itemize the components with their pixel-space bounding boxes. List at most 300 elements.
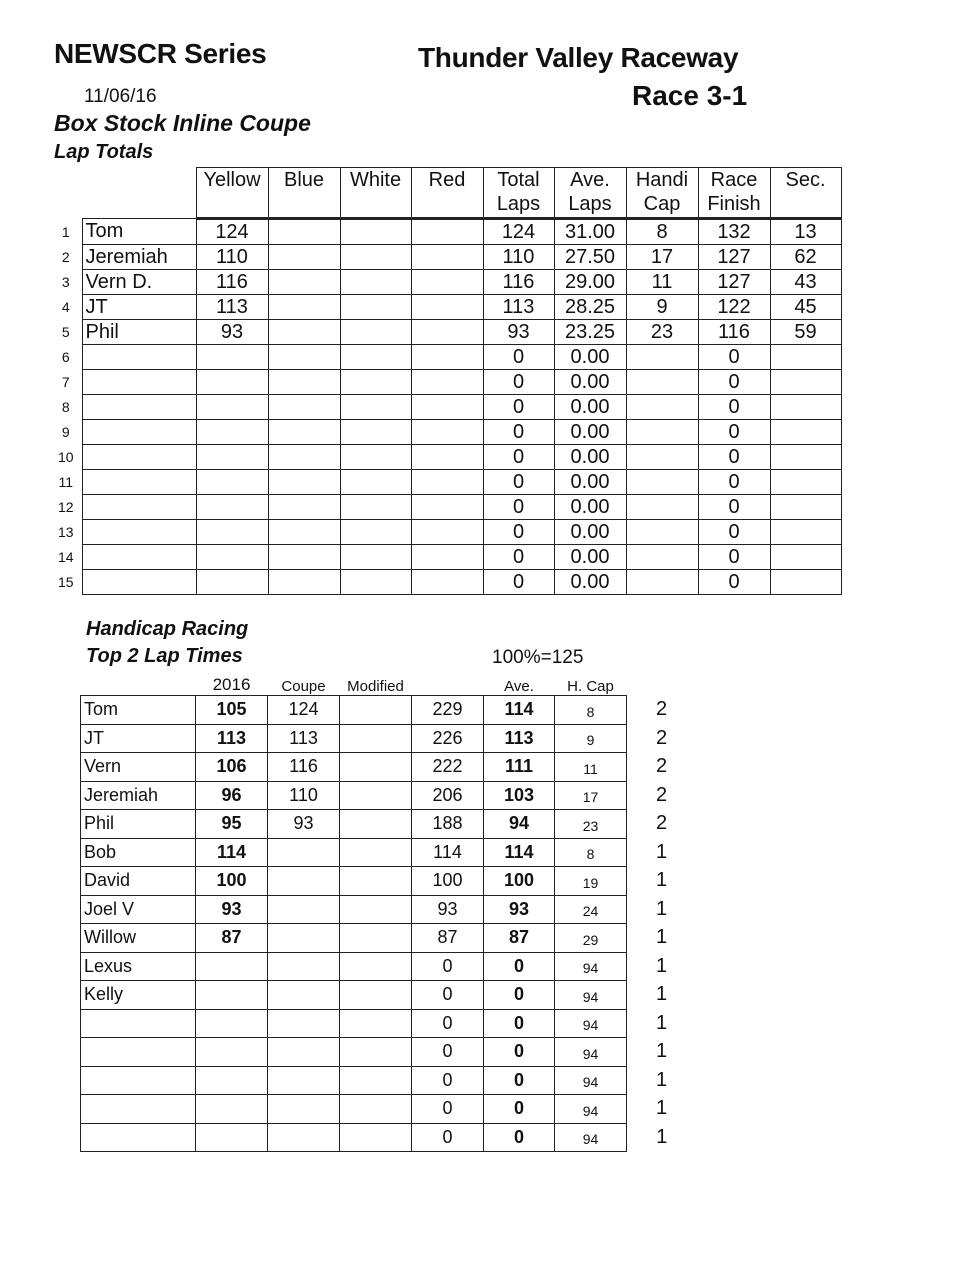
driver-name: Lexus	[81, 952, 196, 981]
lap-average: 113	[484, 724, 555, 753]
race-title: Race 3-1	[632, 80, 748, 111]
handicap-row	[81, 1038, 697, 1067]
handicap-row	[81, 1066, 697, 1095]
lap-average: 0	[484, 1066, 555, 1095]
lap-modified	[340, 838, 412, 867]
race-finish: 0	[698, 520, 770, 545]
ave-laps: 29.00	[554, 270, 626, 295]
col-red: Red	[411, 168, 483, 219]
entry-count: 1	[655, 1011, 668, 1034]
col-ave-laps: Ave. Laps	[554, 168, 626, 219]
white-laps	[340, 345, 411, 370]
total-laps: 93	[483, 320, 554, 345]
yellow-laps: 113	[196, 295, 268, 320]
total-laps: 116	[483, 270, 554, 295]
lap-totals-table	[50, 167, 842, 595]
lap-totals-row	[50, 520, 841, 545]
total-laps: 0	[483, 545, 554, 570]
handicap-table	[80, 675, 697, 1152]
lap-totals-row	[50, 345, 841, 370]
handicap	[626, 345, 698, 370]
col-race-finish: Race Finish	[698, 168, 770, 219]
lap-average: 0	[484, 952, 555, 981]
lap-modified	[340, 753, 412, 782]
lap-sum: 114	[412, 838, 484, 867]
hc-col-sum	[412, 675, 484, 696]
ave-laps: 0.00	[554, 370, 626, 395]
row-number: 9	[61, 424, 70, 440]
ave-laps: 27.50	[554, 245, 626, 270]
lap-totals-label: Lap Totals	[54, 141, 154, 163]
race-finish: 0	[698, 495, 770, 520]
driver-name	[82, 495, 196, 520]
white-laps	[340, 370, 411, 395]
sec	[770, 570, 841, 595]
handicap-row	[81, 838, 697, 867]
lap-coupe	[268, 1095, 340, 1124]
lap-sum: 93	[412, 895, 484, 924]
total-laps: 0	[483, 470, 554, 495]
lap-2016: 114	[196, 838, 268, 867]
red-laps	[411, 270, 483, 295]
entry-count: 1	[655, 1040, 668, 1063]
driver-name	[82, 345, 196, 370]
ave-laps: 0.00	[554, 470, 626, 495]
lap-modified	[340, 924, 412, 953]
lap-totals-header-row	[50, 168, 841, 219]
col-white: White	[340, 168, 411, 219]
lap-sum: 0	[412, 1009, 484, 1038]
row-number: 4	[61, 299, 70, 315]
lap-totals-row	[50, 245, 841, 270]
lap-totals-row	[50, 219, 841, 245]
total-laps: 0	[483, 395, 554, 420]
driver-name: Joel V	[81, 895, 196, 924]
white-laps	[340, 570, 411, 595]
lap-coupe	[268, 924, 340, 953]
lap-sum: 0	[412, 952, 484, 981]
red-laps	[411, 295, 483, 320]
total-laps: 110	[483, 245, 554, 270]
lap-coupe: 113	[268, 724, 340, 753]
col-sec: Sec.	[770, 168, 841, 219]
top-two-lap-times-label: Top 2 Lap Times	[86, 645, 243, 667]
handicap	[626, 420, 698, 445]
lap-average: 100	[484, 867, 555, 896]
driver-name	[82, 370, 196, 395]
lap-totals-row	[50, 495, 841, 520]
race-finish: 127	[698, 245, 770, 270]
lap-2016	[196, 981, 268, 1010]
lap-coupe	[268, 1038, 340, 1067]
sec: 62	[770, 245, 841, 270]
ave-laps: 0.00	[554, 545, 626, 570]
lap-sum: 188	[412, 810, 484, 839]
yellow-laps	[196, 395, 268, 420]
blue-laps	[268, 570, 340, 595]
lap-average: 87	[484, 924, 555, 953]
driver-name: JT	[81, 724, 196, 753]
handicap-row	[81, 895, 697, 924]
handicap-value: 19	[555, 867, 627, 896]
lap-modified	[340, 724, 412, 753]
row-number: 12	[57, 499, 74, 515]
handicap: 17	[626, 245, 698, 270]
driver-name	[82, 420, 196, 445]
hc-col-coupe: Coupe	[281, 678, 326, 695]
total-laps: 124	[483, 219, 554, 245]
lap-totals-row	[50, 445, 841, 470]
lap-modified	[340, 1038, 412, 1067]
race-finish: 127	[698, 270, 770, 295]
sec	[770, 370, 841, 395]
ave-laps: 0.00	[554, 445, 626, 470]
driver-name: JT	[82, 295, 196, 320]
lap-2016: 95	[196, 810, 268, 839]
handicap-value: 23	[555, 810, 627, 839]
series-title: NEWSCR Series	[54, 38, 267, 69]
sec: 43	[770, 270, 841, 295]
sec	[770, 520, 841, 545]
white-laps	[340, 470, 411, 495]
total-laps: 0	[483, 445, 554, 470]
white-laps	[340, 245, 411, 270]
handicap: 11	[626, 270, 698, 295]
row-number: 13	[57, 524, 74, 540]
red-laps	[411, 495, 483, 520]
entry-count: 2	[655, 755, 668, 778]
red-laps	[411, 370, 483, 395]
driver-name	[82, 570, 196, 595]
blue-laps	[268, 320, 340, 345]
red-laps	[411, 545, 483, 570]
sec	[770, 445, 841, 470]
col-blue: Blue	[268, 168, 340, 219]
lap-modified	[340, 781, 412, 810]
lap-2016	[196, 1066, 268, 1095]
handicap-racing-title: Handicap Racing	[86, 618, 249, 640]
handicap-row	[81, 867, 697, 896]
red-laps	[411, 520, 483, 545]
lap-2016	[196, 1009, 268, 1038]
total-laps: 0	[483, 495, 554, 520]
lap-totals-row	[50, 370, 841, 395]
entry-count: 2	[655, 698, 668, 721]
white-laps	[340, 395, 411, 420]
lap-modified	[340, 952, 412, 981]
lap-2016: 113	[196, 724, 268, 753]
entry-count: 1	[655, 983, 668, 1006]
driver-name: Willow	[81, 924, 196, 953]
lap-sum: 0	[412, 981, 484, 1010]
driver-name: Tom	[81, 696, 196, 725]
race-finish: 0	[698, 445, 770, 470]
race-finish: 0	[698, 370, 770, 395]
lap-coupe	[268, 981, 340, 1010]
venue-title: Thunder Valley Raceway	[418, 42, 739, 73]
lap-2016: 96	[196, 781, 268, 810]
total-laps: 0	[483, 370, 554, 395]
sec	[770, 420, 841, 445]
lap-2016: 87	[196, 924, 268, 953]
yellow-laps	[196, 545, 268, 570]
lap-sum: 87	[412, 924, 484, 953]
lap-coupe	[268, 867, 340, 896]
handicap-row	[81, 924, 697, 953]
handicap: 8	[626, 219, 698, 245]
handicap-value: 94	[555, 1038, 627, 1067]
lap-average: 0	[484, 1009, 555, 1038]
lap-2016	[196, 952, 268, 981]
handicap-row	[81, 696, 697, 725]
row-number: 14	[57, 549, 74, 565]
yellow-laps	[196, 420, 268, 445]
blue-laps	[268, 370, 340, 395]
yellow-laps: 124	[196, 219, 268, 245]
ave-laps: 0.00	[554, 570, 626, 595]
handicap-value: 9	[555, 724, 627, 753]
lap-sum: 0	[412, 1095, 484, 1124]
yellow-laps	[196, 470, 268, 495]
red-laps	[411, 570, 483, 595]
handicap-row	[81, 1095, 697, 1124]
header-blank	[82, 168, 196, 219]
race-finish: 0	[698, 470, 770, 495]
lap-sum: 0	[412, 1123, 484, 1152]
red-laps	[411, 445, 483, 470]
total-laps: 0	[483, 570, 554, 595]
driver-name	[81, 1066, 196, 1095]
lap-2016: 100	[196, 867, 268, 896]
red-laps	[411, 420, 483, 445]
sec: 59	[770, 320, 841, 345]
row-number: 1	[61, 223, 70, 240]
blue-laps	[268, 245, 340, 270]
lap-2016	[196, 1123, 268, 1152]
lap-totals-row	[50, 395, 841, 420]
row-number: 3	[61, 274, 70, 290]
lap-average: 0	[484, 981, 555, 1010]
blue-laps	[268, 295, 340, 320]
driver-name	[82, 520, 196, 545]
yellow-laps	[196, 520, 268, 545]
row-number: 7	[61, 374, 70, 390]
lap-average: 114	[484, 696, 555, 725]
lap-sum: 100	[412, 867, 484, 896]
handicap-value: 8	[555, 696, 627, 725]
total-laps: 0	[483, 345, 554, 370]
driver-name	[82, 445, 196, 470]
lap-coupe: 110	[268, 781, 340, 810]
blue-laps	[268, 345, 340, 370]
white-laps	[340, 445, 411, 470]
ave-laps: 0.00	[554, 420, 626, 445]
white-laps	[340, 545, 411, 570]
row-number: 15	[57, 574, 74, 590]
lap-2016: 106	[196, 753, 268, 782]
handicap-row	[81, 952, 697, 981]
white-laps	[340, 219, 411, 245]
race-finish: 0	[698, 545, 770, 570]
lap-totals-row	[50, 320, 841, 345]
yellow-laps	[196, 370, 268, 395]
lap-2016: 93	[196, 895, 268, 924]
blue-laps	[268, 545, 340, 570]
row-number: 10	[57, 449, 74, 465]
driver-name: Vern	[81, 753, 196, 782]
handicap	[626, 445, 698, 470]
driver-name: David	[81, 867, 196, 896]
entry-count: 1	[655, 897, 668, 920]
lap-modified	[340, 895, 412, 924]
lap-modified	[340, 1123, 412, 1152]
lap-coupe	[268, 838, 340, 867]
lap-modified	[340, 810, 412, 839]
blue-laps	[268, 470, 340, 495]
entry-count: 1	[655, 1097, 668, 1120]
lap-average: 0	[484, 1038, 555, 1067]
lap-sum: 222	[412, 753, 484, 782]
white-laps	[340, 520, 411, 545]
lap-coupe: 116	[268, 753, 340, 782]
driver-name: Bob	[81, 838, 196, 867]
hc-col-modified: Modified	[347, 678, 404, 695]
blue-laps	[268, 395, 340, 420]
blue-laps	[268, 270, 340, 295]
driver-name	[82, 470, 196, 495]
hc-col-2016: 2016	[212, 675, 251, 694]
sec	[770, 470, 841, 495]
entry-count: 2	[655, 783, 668, 806]
yellow-laps: 110	[196, 245, 268, 270]
handicap	[626, 545, 698, 570]
entry-count: 1	[655, 926, 668, 949]
lap-totals-row	[50, 420, 841, 445]
yellow-laps: 116	[196, 270, 268, 295]
handicap-value: 94	[555, 1095, 627, 1124]
lap-average: 93	[484, 895, 555, 924]
driver-name: Phil	[81, 810, 196, 839]
handicap-row	[81, 781, 697, 810]
entry-count: 2	[655, 812, 668, 835]
red-laps	[411, 395, 483, 420]
lap-sum: 0	[412, 1038, 484, 1067]
driver-name	[81, 1095, 196, 1124]
yellow-laps	[196, 495, 268, 520]
red-laps	[411, 470, 483, 495]
handicap-value: 24	[555, 895, 627, 924]
handicap-row	[81, 724, 697, 753]
handicap-value: 17	[555, 781, 627, 810]
lap-coupe: 93	[268, 810, 340, 839]
handicap-value: 94	[555, 1066, 627, 1095]
ave-laps: 0.00	[554, 395, 626, 420]
handicap-value: 94	[555, 981, 627, 1010]
sec: 13	[770, 219, 841, 245]
ave-laps: 31.00	[554, 219, 626, 245]
lap-average: 103	[484, 781, 555, 810]
driver-name	[81, 1038, 196, 1067]
lap-2016	[196, 1038, 268, 1067]
race-finish: 122	[698, 295, 770, 320]
race-finish: 0	[698, 420, 770, 445]
yellow-laps	[196, 570, 268, 595]
lap-modified	[340, 981, 412, 1010]
entry-count: 1	[655, 840, 668, 863]
col-yellow: Yellow	[196, 168, 268, 219]
sec	[770, 345, 841, 370]
driver-name: Tom	[82, 219, 196, 245]
header-blank	[50, 168, 82, 219]
handicap	[626, 495, 698, 520]
handicap	[626, 570, 698, 595]
lap-modified	[340, 867, 412, 896]
handicap	[626, 470, 698, 495]
red-laps	[411, 320, 483, 345]
driver-name: Jeremiah	[81, 781, 196, 810]
lap-coupe	[268, 1009, 340, 1038]
white-laps	[340, 295, 411, 320]
lap-sum: 0	[412, 1066, 484, 1095]
entry-count: 1	[656, 1125, 668, 1148]
white-laps	[340, 420, 411, 445]
yellow-laps: 93	[196, 320, 268, 345]
total-laps: 113	[483, 295, 554, 320]
lap-modified	[340, 1095, 412, 1124]
col-total-laps: Total Laps	[483, 168, 554, 219]
handicap	[626, 395, 698, 420]
lap-coupe	[268, 952, 340, 981]
row-number: 2	[61, 249, 70, 265]
handicap-value: 11	[555, 753, 627, 782]
yellow-laps	[196, 345, 268, 370]
lap-totals-row	[50, 545, 841, 570]
lap-totals-row	[50, 570, 841, 595]
handicap: 9	[626, 295, 698, 320]
race-finish: 0	[698, 345, 770, 370]
handicap-header-row	[81, 675, 697, 696]
lap-sum: 229	[412, 696, 484, 725]
driver-name: Kelly	[81, 981, 196, 1010]
handicap-row	[81, 753, 697, 782]
total-laps: 0	[483, 420, 554, 445]
entry-count: 1	[655, 869, 668, 892]
lap-2016	[196, 1095, 268, 1124]
lap-average: 0	[484, 1123, 555, 1152]
ave-laps: 0.00	[554, 495, 626, 520]
handicap-value: 29	[555, 924, 627, 953]
race-finish: 0	[698, 570, 770, 595]
handicap: 23	[626, 320, 698, 345]
handicap-row	[81, 1009, 697, 1038]
row-number: 6	[61, 349, 70, 365]
lap-coupe: 124	[268, 696, 340, 725]
handicap-value: 94	[555, 1009, 627, 1038]
sec	[770, 545, 841, 570]
handicap-value: 8	[555, 838, 627, 867]
red-laps	[411, 219, 483, 245]
class-name: Box Stock Inline Coupe	[54, 110, 311, 136]
lap-modified	[340, 696, 412, 725]
race-finish: 132	[698, 219, 770, 245]
lap-average: 111	[484, 753, 555, 782]
race-finish: 116	[698, 320, 770, 345]
driver-name: Phil	[82, 320, 196, 345]
blue-laps	[268, 520, 340, 545]
entry-count: 1	[655, 1068, 668, 1091]
race-finish: 0	[698, 395, 770, 420]
ave-laps: 0.00	[554, 520, 626, 545]
